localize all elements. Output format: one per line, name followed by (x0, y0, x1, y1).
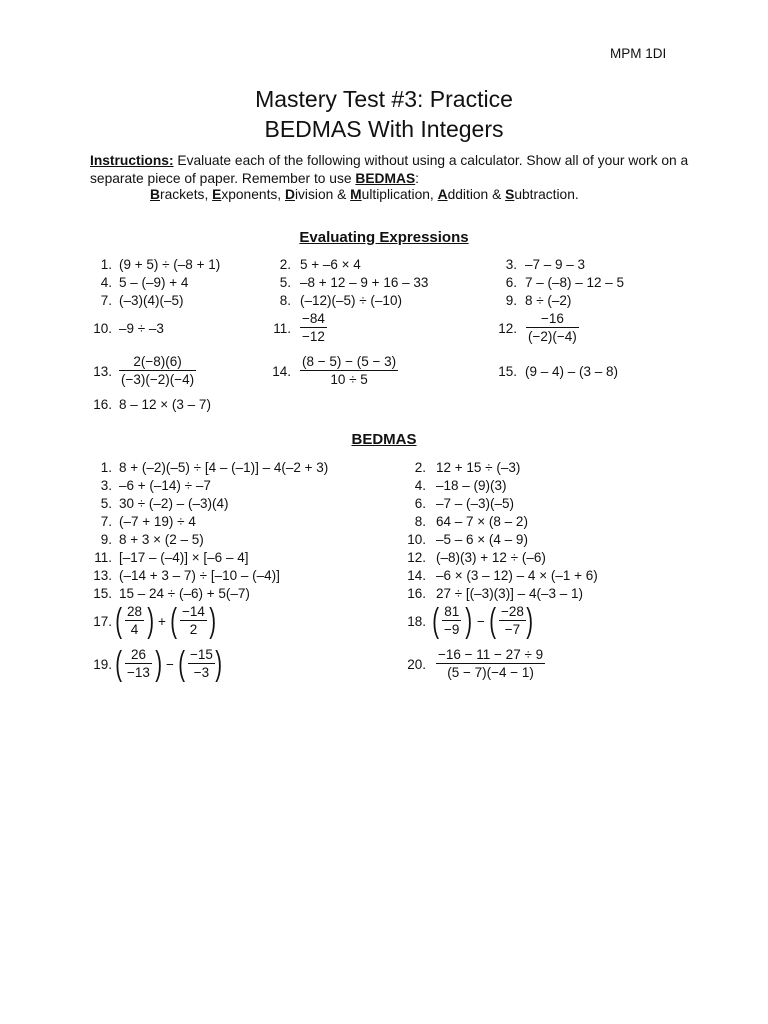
right-parenthesis: ) (147, 602, 155, 640)
instructions-colon: : (415, 170, 420, 186)
problem-expression: –18 – (9)(3) (436, 478, 507, 493)
problem-expression: –9 ÷ –3 (119, 321, 164, 336)
problem-expression: (–7 + 19) ÷ 4 (119, 514, 196, 529)
numerator: −14 (182, 604, 205, 619)
left-parenthesis: ( (178, 645, 186, 683)
problem-number: 3. (100, 478, 112, 493)
fraction (526, 311, 579, 344)
problem-number: 16. (407, 586, 426, 601)
problem-number: 1. (100, 257, 112, 272)
numerator: −16 − 11 − 27 ÷ 9 (438, 647, 544, 662)
problem-number: 8. (414, 514, 426, 529)
problem-number: 12. (498, 321, 517, 336)
mnemonic-letter: A (437, 187, 448, 202)
left-parenthesis: ( (115, 645, 123, 683)
problem-expression: (–14 + 3 – 7) ÷ [–10 – (–4)] (119, 568, 280, 583)
problem-number: 15. (498, 364, 517, 379)
left-parenthesis: ( (489, 602, 497, 640)
instructions-keyword: BEDMAS (355, 170, 416, 186)
bedmas-mnemonic (150, 187, 579, 202)
fraction (119, 354, 196, 387)
problem-expression: –7 – 9 – 3 (525, 257, 586, 272)
operator: − (166, 657, 174, 672)
denominator: 4 (125, 620, 144, 637)
fraction (300, 354, 398, 387)
denominator: (−3)(−2)(−4) (121, 372, 195, 387)
right-parenthesis: ) (526, 602, 534, 640)
left-parenthesis: ( (432, 602, 440, 640)
problem-expression: (–3)(4)(–5) (119, 293, 184, 308)
right-parenthesis: ) (465, 602, 473, 640)
problem-number: 6. (505, 275, 517, 290)
mnemonic-letter: B (150, 187, 160, 202)
problem-expression: 7 – (–8) – 12 – 5 (525, 275, 625, 290)
problem-number: 2. (279, 257, 291, 272)
numerator: 26 (130, 647, 146, 662)
mnemonic-word: ubtraction. (514, 187, 579, 202)
problem-number: 10. (93, 321, 112, 336)
problem-number: 5. (100, 496, 112, 511)
fraction (436, 647, 545, 680)
problem-number: 3. (505, 257, 517, 272)
problem-expression: 5 – (–9) + 4 (119, 275, 189, 290)
operator: + (158, 614, 166, 629)
problem-number: 14. (407, 568, 426, 583)
section-heading-bedmas: BEDMAS (351, 431, 417, 448)
problem-number: 15. (93, 586, 112, 601)
denominator: 10 ÷ 5 (300, 370, 398, 387)
right-parenthesis: ) (155, 645, 163, 683)
right-parenthesis: ) (215, 645, 223, 683)
numerator: 28 (127, 604, 143, 619)
problem-number: 11. (94, 550, 112, 565)
problem-number: 11. (273, 321, 291, 336)
problem-number: 13. (93, 568, 112, 583)
right-parenthesis: ) (209, 602, 217, 640)
numerator: 2(−8)(6) (133, 354, 182, 369)
problem-number: 20. (407, 657, 426, 672)
problem-expression: (–12)(–5) ÷ (–10) (300, 293, 402, 308)
mnemonic-word: xponents, (221, 187, 285, 202)
problem-expression: –6 × (3 – 12) – 4 × (–1 + 6) (436, 568, 598, 583)
problem-number: 9. (100, 532, 112, 547)
problem-number: 2. (414, 460, 426, 475)
mnemonic-letter: D (284, 187, 295, 202)
denominator: 2 (180, 620, 207, 637)
problem-number: 16. (93, 397, 112, 412)
problem-expression: 27 ÷ [(–3)(3)] – 4(–3 – 1) (436, 586, 583, 601)
problem-number: 6. (414, 496, 426, 511)
problem-number: 5. (279, 275, 291, 290)
problem-expression: (9 – 4) – (3 – 8) (525, 364, 619, 379)
problem-number: 4. (100, 275, 112, 290)
problem-expression: 30 ÷ (–2) – (–3)(4) (119, 496, 229, 511)
problem-number: 9. (505, 293, 517, 308)
problem-expression: 15 – 24 ÷ (–6) + 5(–7) (119, 586, 250, 601)
denominator: (5 − 7)(−4 − 1) (436, 663, 545, 680)
numerator: −16 (540, 311, 564, 326)
operator: − (477, 614, 485, 629)
fraction (180, 604, 207, 637)
mnemonic-word: rackets, (159, 187, 213, 202)
problem-number: 1. (100, 460, 112, 475)
page-subtitle: BEDMAS With Integers (264, 116, 504, 142)
numerator: −84 (302, 311, 325, 326)
problem-number: 4. (414, 478, 426, 493)
problem-number: 13. (93, 364, 112, 379)
fraction (188, 647, 215, 680)
problem-number: 17. (93, 614, 112, 629)
page-title: Mastery Test #3: Practice (255, 86, 513, 112)
denominator: −12 (302, 329, 325, 344)
problem-number: 19. (93, 657, 112, 672)
problem-expression: (–8)(3) + 12 ÷ (–6) (436, 550, 546, 565)
problem-expression: [–17 – (–4)] × [–6 – 4] (119, 550, 249, 565)
instructions-text: Evaluate each of the following without using a calculator. Show all of your work on a separate piece of paper. Remember to use (90, 153, 689, 186)
numerator: (8 − 5) − (5 − 3) (302, 354, 397, 369)
problem-expression: 5 + –6 × 4 (300, 257, 361, 272)
mnemonic-word: ddition & (447, 187, 506, 202)
problem-number: 7. (100, 514, 112, 529)
problem-expression: 12 + 15 ÷ (–3) (436, 460, 521, 475)
problem-expression: 8 + (–2)(–5) ÷ [4 – (–1)] – 4(–2 + 3) (119, 460, 329, 475)
mnemonic-letter: E (212, 187, 222, 202)
problem-expression: –8 + 12 – 9 + 16 – 33 (300, 275, 429, 290)
problem-number: 18. (407, 614, 426, 629)
mnemonic-word: ivision & (294, 187, 351, 202)
problem-expression: (9 + 5) ÷ (–8 + 1) (119, 257, 221, 272)
numerator: −28 (501, 604, 524, 619)
problem-expression: –7 – (–3)(–5) (436, 496, 515, 511)
problem-expression: 8 – 12 × (3 – 7) (119, 397, 211, 412)
problem-expression: 8 + 3 × (2 – 5) (119, 532, 204, 547)
course-code: MPM 1DI (610, 46, 667, 61)
denominator: (−2)(−4) (528, 329, 577, 344)
fraction (442, 604, 461, 637)
instructions (90, 152, 690, 187)
problem-expression: 8 ÷ (–2) (525, 293, 572, 308)
denominator: −9 (444, 622, 460, 637)
left-parenthesis: ( (170, 602, 178, 640)
fraction (125, 604, 144, 637)
mnemonic-letter: S (505, 187, 515, 202)
mnemonic-word: ultiplication, (361, 187, 438, 202)
fraction (125, 647, 152, 680)
numerator: 81 (444, 604, 460, 619)
problem-expression: –5 – 6 × (4 – 9) (436, 532, 528, 547)
problem-number: 8. (279, 293, 291, 308)
left-parenthesis: ( (115, 602, 123, 640)
fraction (499, 604, 526, 637)
denominator: −3 (188, 663, 215, 680)
instructions-label: Instructions: (90, 153, 174, 168)
numerator: −15 (190, 647, 213, 662)
fraction (300, 311, 327, 344)
denominator: −7 (499, 620, 526, 637)
mnemonic-letter: M (350, 187, 362, 202)
problem-expression: 64 – 7 × (8 – 2) (436, 514, 528, 529)
problem-number: 14. (272, 364, 291, 379)
problem-number: 12. (407, 550, 426, 565)
problem-expression: –6 + (–14) ÷ –7 (119, 478, 211, 493)
problem-number: 7. (100, 293, 112, 308)
problem-number: 10. (407, 532, 426, 547)
denominator: −13 (127, 665, 150, 680)
section-heading-evaluating: Evaluating Expressions (299, 229, 469, 246)
